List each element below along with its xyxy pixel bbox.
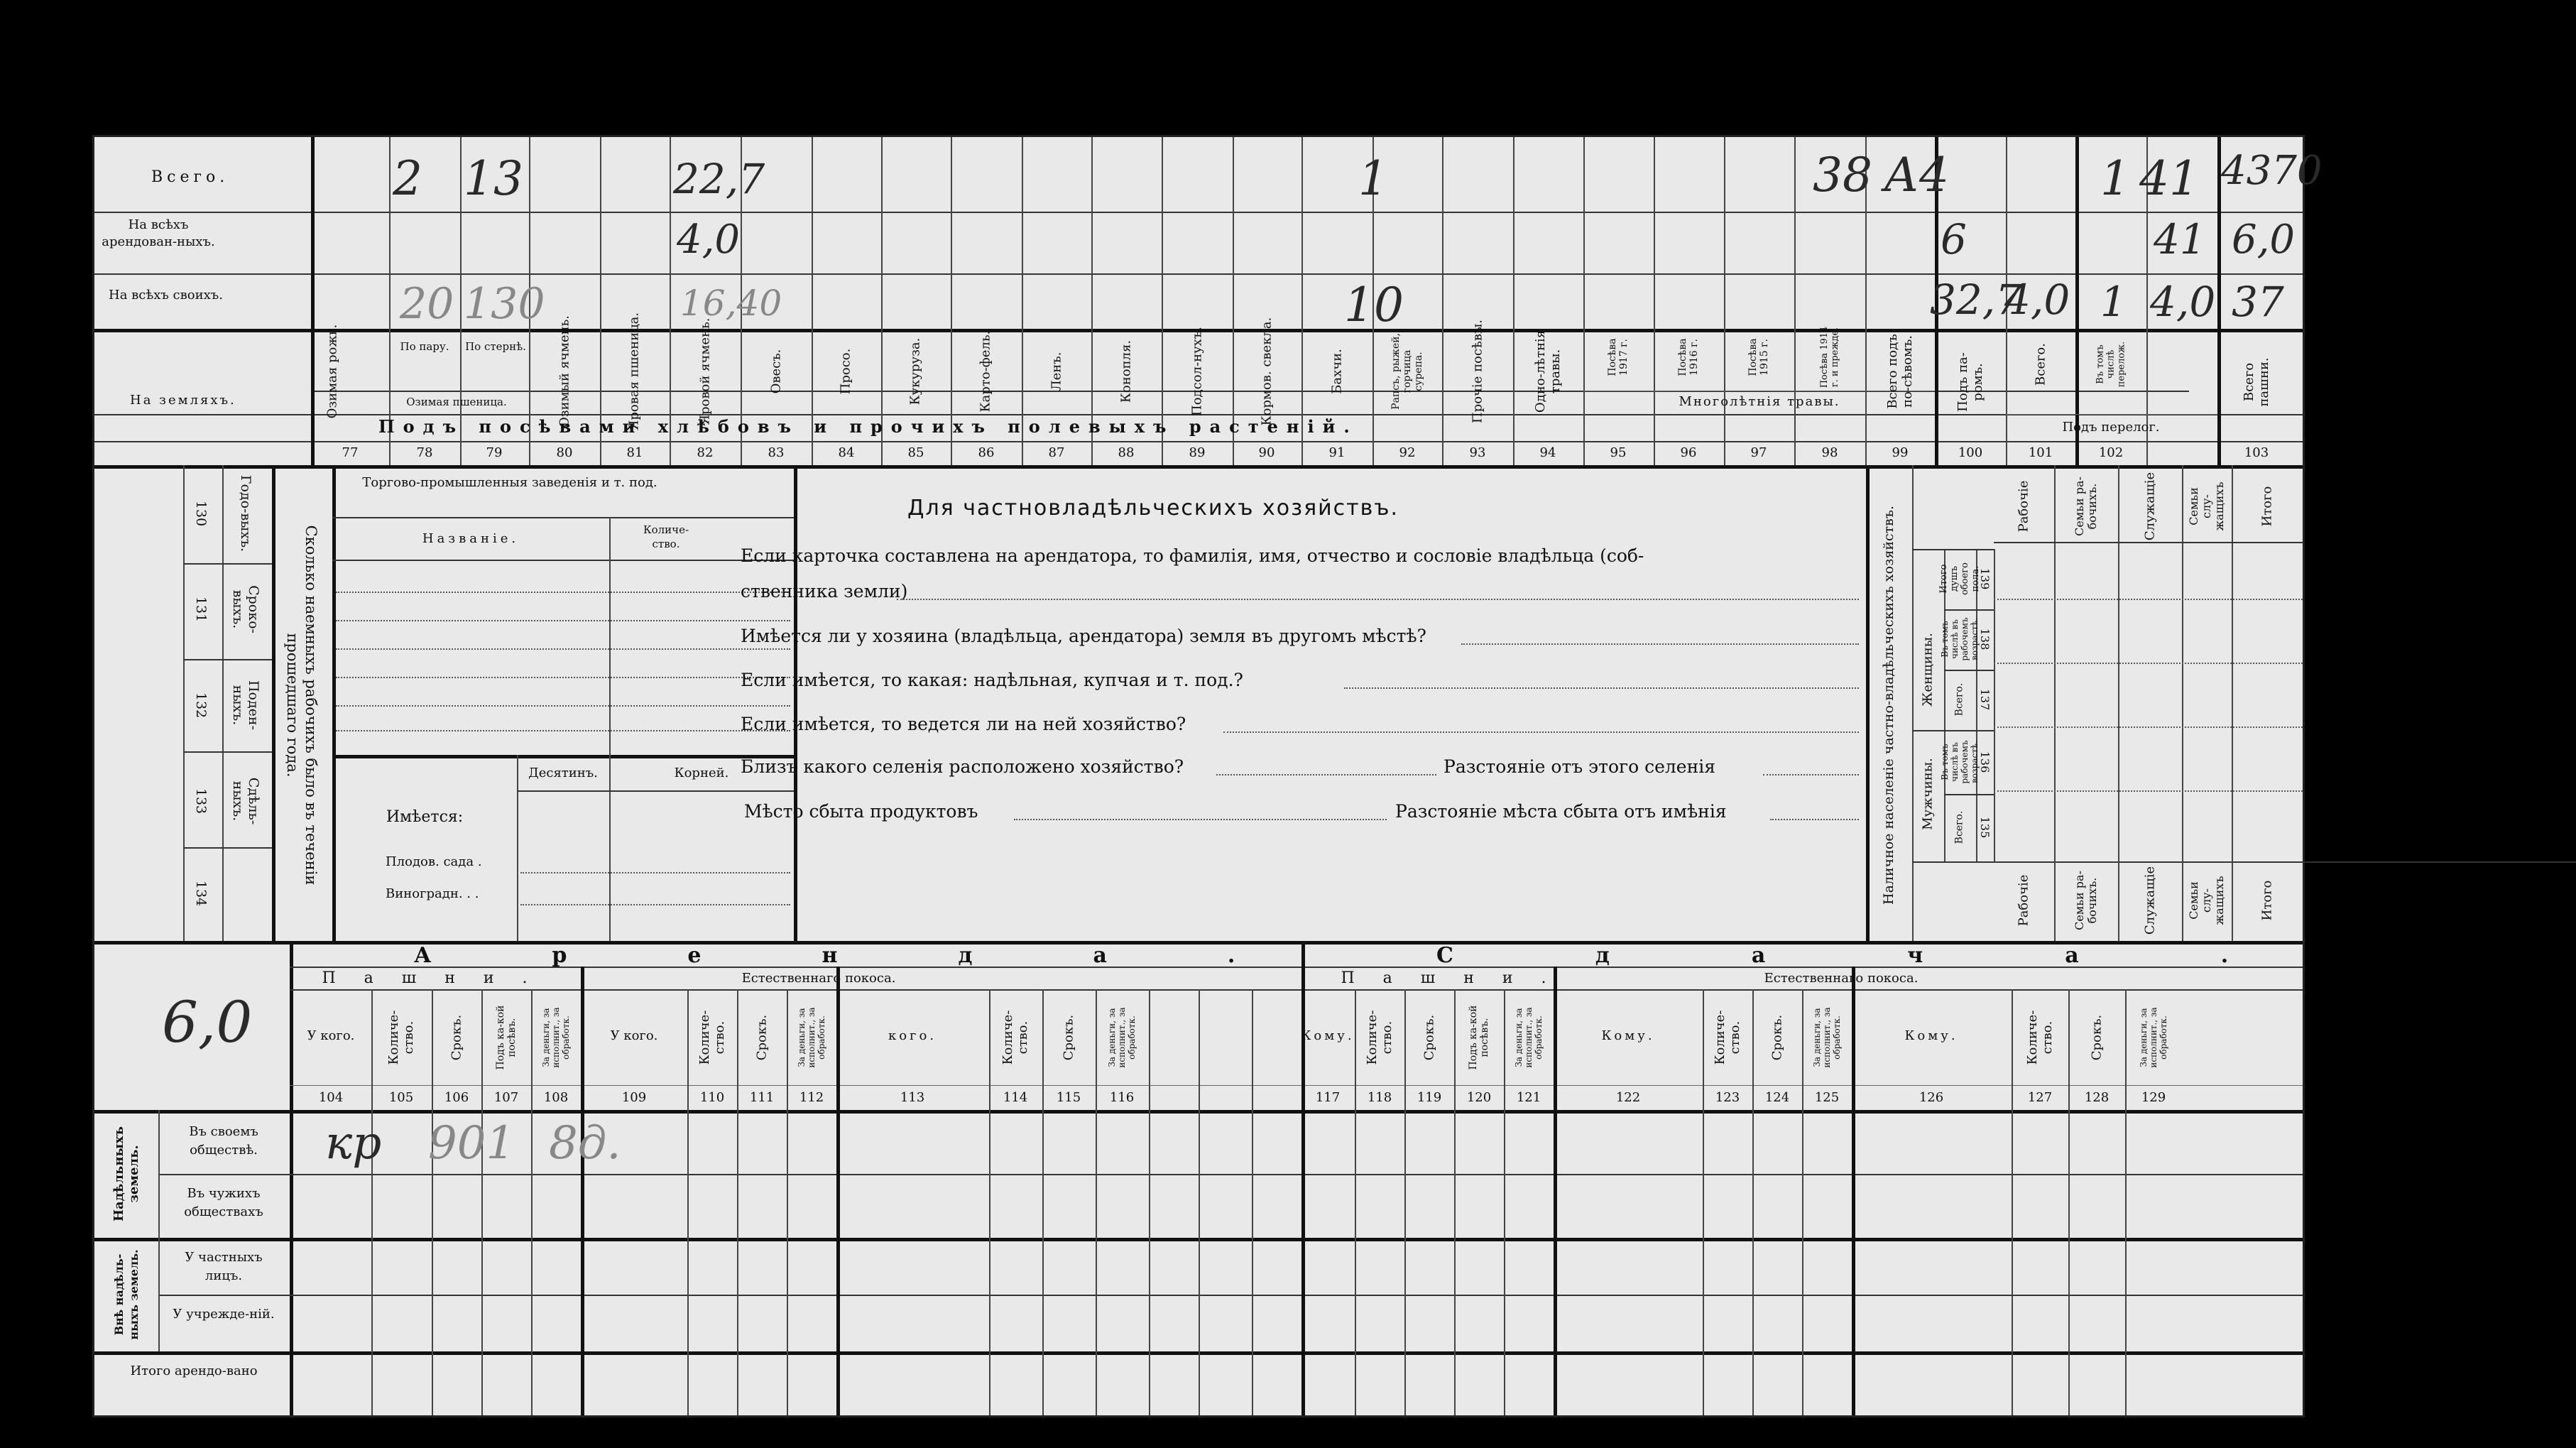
- vne-nadel-label: Внѣ надѣль-ныхъ земель.: [112, 1249, 141, 1340]
- crop-header: Овесъ.: [768, 349, 784, 394]
- col-number: 108: [543, 1090, 569, 1105]
- kolich-header: Количе-ство.: [2025, 1010, 2055, 1065]
- crop-header: Озимый ячмень.: [557, 315, 572, 428]
- col-number: 96: [1680, 445, 1697, 460]
- hw-nadel-8d: 8д.: [549, 1117, 621, 1170]
- crop-header: По стернѣ.: [465, 340, 526, 353]
- u-kogo-header: У кого.: [307, 1028, 355, 1043]
- col-number: 114: [1003, 1090, 1028, 1105]
- crop-header: По пару.: [400, 340, 449, 353]
- row-label-svoih: На всѣхъ своихъ.: [109, 288, 223, 303]
- pod-posev-banner: Подъ посѣвами хлѣбовъ и прочихъ полевыхъ растеній.: [378, 416, 1358, 437]
- census-card: [92, 135, 2371, 1417]
- col-number: 109: [621, 1090, 647, 1105]
- pop-right-col: Итого: [2259, 486, 2275, 527]
- row-uchrezh: У учрежде-ній.: [173, 1307, 275, 1322]
- hw-arend: 41: [2154, 215, 2206, 263]
- hw-vsego: 1: [2100, 151, 2130, 206]
- hw-svoih: 32,7: [1930, 276, 2022, 324]
- komu-header: Кому.: [1601, 1028, 1655, 1043]
- col-number: 79: [486, 445, 503, 460]
- private-q6b: Разстояніе мѣста сбыта отъ имѣнія: [1395, 801, 1727, 822]
- crop-header: Подсол-нухъ.: [1189, 327, 1205, 416]
- col-number: 120: [1466, 1090, 1492, 1105]
- ozim-pshen-header: Озимая пшеница.: [406, 396, 507, 408]
- arenda-estestv: Естественнаго покоса.: [741, 971, 896, 986]
- pop-num: 136: [1978, 751, 1992, 773]
- srok-header: Срокъ.: [449, 1014, 464, 1061]
- crop-header: Просо.: [838, 348, 853, 395]
- sdacha-pashni: Пашни.: [1341, 969, 1575, 987]
- col-number: 77: [342, 445, 359, 460]
- col-number: 115: [1056, 1090, 1081, 1105]
- kolich-header: Количе-ство.: [1365, 1010, 1395, 1065]
- col-number: 90: [1258, 445, 1275, 460]
- population-title: Наличное населеніе частно-владѣльческихъ хозяйствъ.: [1881, 506, 1896, 905]
- row-chuzhih: Въ чужихъ обществахъ: [184, 1186, 263, 1219]
- col-number: 106: [444, 1090, 469, 1105]
- col-number: 99: [1892, 445, 1909, 460]
- col-number: 123: [1715, 1090, 1740, 1105]
- crop-header: Бахчи.: [1329, 349, 1345, 394]
- col-number: 86: [978, 445, 995, 460]
- col-number: 128: [2084, 1090, 2110, 1105]
- crop-header: Рапсъ, рыжей, горчица сурепа.: [1390, 333, 1424, 410]
- hw-arend: 6: [1941, 215, 1967, 263]
- vsego-label: Всего.: [1953, 682, 1965, 717]
- hw-vsego: 1: [1358, 151, 1388, 206]
- col-number: 116: [1109, 1090, 1135, 1105]
- trade-title: Торгово-промышленныя заведенія и т. под.: [362, 475, 657, 490]
- col-number: 121: [1516, 1090, 1541, 1105]
- korney-header: Корней.: [674, 766, 729, 780]
- crop-header: Посѣва 1916 г.: [1677, 338, 1700, 376]
- itogo-dush-label: Итого душъ обоего пола.: [1938, 562, 1981, 595]
- private-title: Для частновладѣльческихъ хозяйствъ.: [907, 496, 1399, 521]
- col-number: 93: [1469, 445, 1486, 460]
- hw-vsego: 2: [393, 151, 422, 206]
- srok-header: Срокъ.: [1769, 1014, 1785, 1061]
- srok-header: Срокъ.: [1061, 1014, 1076, 1061]
- private-q2: Имѣется ли у хозяина (владѣльца, арендатора) земля въ другомъ мѣстѣ?: [741, 626, 1426, 646]
- col-number: 80: [556, 445, 573, 460]
- trade-name-header: Названіе.: [422, 531, 520, 546]
- kolich-header: Количе-ство.: [697, 1010, 727, 1065]
- col-number: 84: [838, 445, 855, 460]
- za-dengi-header: За деньги, за исполнит., за обработк.: [1514, 1007, 1544, 1068]
- col-number: 83: [768, 445, 785, 460]
- col-number: 122: [1615, 1090, 1641, 1105]
- crop-header: Всего подъ по-сѣвомъ.: [1885, 334, 1915, 409]
- pop-right-col: Служащіе: [2142, 472, 2158, 541]
- komu-header: Кому.: [1301, 1028, 1355, 1043]
- col-number: 111: [749, 1090, 775, 1105]
- col-number: 129: [2141, 1090, 2166, 1105]
- hw-vsego: 13: [464, 151, 523, 206]
- kolich-header: Количе-ство.: [1000, 1010, 1030, 1065]
- private-q4: Если имѣется, то ведется ли на ней хозяйство?: [741, 714, 1186, 734]
- row-label-vsego: Всего.: [151, 168, 229, 186]
- hw-vsego: 38: [1813, 148, 1872, 202]
- crop-header: Всего.: [2033, 343, 2048, 386]
- worker-col: Сроко-выхъ.: [230, 585, 261, 633]
- hw-svoih: 20: [400, 279, 454, 329]
- hw-vsego: 41: [2139, 151, 2199, 206]
- mnogolet-header: Многолѣтнія травы.: [1679, 394, 1840, 409]
- pop-right-col: Семьи ра-бочихъ.: [2073, 477, 2099, 536]
- private-q6: Мѣсто сбыта продуктовъ: [744, 801, 978, 822]
- u-kogo-header: У кого.: [610, 1028, 658, 1043]
- col-number: 125: [1814, 1090, 1840, 1105]
- private-q1b: ственника земли): [741, 581, 908, 601]
- pod-posev-header: Подъ ка-кой посѣвъ.: [495, 1005, 518, 1070]
- crop-header: Кукуруза.: [907, 337, 923, 405]
- col-number: 89: [1189, 445, 1206, 460]
- hw-svoih: 130: [464, 279, 545, 329]
- sdacha-estestv: Естественнаго покоса.: [1764, 971, 1919, 986]
- col-number: 95: [1610, 445, 1627, 460]
- kolich-header: Количе-ство.: [386, 1010, 416, 1065]
- hw-nadel-qty: 901: [428, 1117, 515, 1170]
- crop-header: Всего пашни.: [2242, 357, 2271, 407]
- row-label-land: На земляхъ.: [130, 393, 236, 408]
- srok-header: Срокъ.: [2089, 1014, 2105, 1061]
- col-number: 91: [1328, 445, 1346, 460]
- row-label-arend: На всѣхъ арендован-ныхъ.: [102, 217, 215, 249]
- za-dengi-header: За деньги, за исполнит., за обработк.: [797, 1007, 826, 1068]
- imeetsya-label: Имѣется:: [386, 808, 464, 826]
- srok-header: Срокъ.: [754, 1014, 770, 1061]
- pop-num: 139: [1978, 567, 1992, 590]
- col-number: 103: [2244, 445, 2269, 460]
- crop-header: Карто-фель.: [978, 330, 993, 413]
- pop-num: 135: [1978, 816, 1992, 839]
- hw-vsego: А4: [1884, 148, 1949, 202]
- crop-header: Озимая рожь.: [324, 324, 340, 419]
- crop-header: Посѣва 1917 г.: [1607, 338, 1630, 376]
- worker-col: Годо-выхъ.: [238, 474, 253, 552]
- col-number: 78: [416, 445, 433, 460]
- pod-pereloг-header: Подъ перелог.: [2062, 420, 2160, 435]
- pop-right-col: Семьи слу-жащихъ: [2187, 481, 2226, 531]
- hw-svoih: 10: [1344, 278, 1404, 332]
- col-number: 87: [1048, 445, 1065, 460]
- trade-qty-header: Количе-ство.: [643, 523, 689, 550]
- col-number: 88: [1118, 445, 1135, 460]
- col-number: 100: [1958, 445, 1983, 460]
- hw-svoih: 16,40: [680, 283, 782, 324]
- pop-right-col: Рабочіе: [2016, 480, 2031, 533]
- crop-header: Конопля.: [1118, 339, 1134, 403]
- hw-svoih: 4,0: [2004, 276, 2070, 324]
- pop-right-col: Служащіе: [2142, 866, 2158, 935]
- crop-header: Одно-лѣтнія травы.: [1533, 330, 1563, 413]
- za-dengi-header: За деньги, за исполнит., за обработк.: [2139, 1007, 2168, 1068]
- srok-header: Срокъ.: [1421, 1014, 1437, 1061]
- hw-vsego: 4370: [2221, 148, 2323, 194]
- men-label: Мужчины.: [1920, 758, 1936, 830]
- komu-header: Кому.: [1904, 1028, 1958, 1043]
- col-number: 118: [1367, 1090, 1392, 1105]
- col-number: 97: [1750, 445, 1767, 460]
- pop-right-col: Семьи слу-жащихъ: [2187, 876, 2226, 925]
- col-number: 112: [799, 1090, 824, 1105]
- vinograd-label: Виноградн. . .: [386, 886, 479, 901]
- col-number: 126: [1919, 1090, 1944, 1105]
- col-number: 82: [697, 445, 714, 460]
- desyatin-header: Десятинъ.: [528, 766, 598, 780]
- col-number: 117: [1315, 1090, 1341, 1105]
- hw-arenda-total: 6,0: [162, 989, 253, 1055]
- worker-num: 133: [193, 788, 209, 815]
- hw-svoih: 4,0: [2150, 278, 2216, 326]
- workers-title: Сколько наемныхъ рабочихъ было въ теченіи прошедшаго года.: [284, 525, 320, 886]
- private-q5: Близъ какого селенія расположено хозяйство?: [741, 756, 1184, 777]
- za-dengi-header: За деньги, за исполнит., за обработк.: [1107, 1007, 1137, 1068]
- pop-right-col: Семьи ра-бочихъ.: [2073, 871, 2099, 930]
- row-itogo-arend: Итого арендо-вано: [130, 1363, 258, 1378]
- za-dengi-header: За деньги, за исполнит., за обработк.: [541, 1007, 571, 1068]
- pod-posev-header: Подъ ка-кой посѣвъ.: [1468, 1005, 1490, 1070]
- col-number: 124: [1764, 1090, 1790, 1105]
- hw-nadel-kr: кр: [325, 1117, 382, 1170]
- worker-num: 131: [193, 596, 209, 623]
- col-number: 101: [2028, 445, 2053, 460]
- sdacha-banner: Сдача.: [1436, 943, 2371, 968]
- crop-header: Посѣва 1915 г.: [1747, 338, 1770, 376]
- arenda-banner: Аренда.: [414, 943, 1356, 968]
- col-number: 127: [2027, 1090, 2053, 1105]
- crop-header: Кормов. свекла.: [1259, 317, 1275, 426]
- kogo-header: кого.: [888, 1028, 937, 1043]
- vsego-label: Всего.: [1953, 810, 1965, 844]
- col-number: 85: [907, 445, 924, 460]
- crop-header: Яровая пшеница.: [626, 312, 642, 431]
- private-q3: Если имѣется, то какая: надѣльная, купчая и т. под.?: [741, 670, 1243, 690]
- row-svoem: Въ своемъ обществѣ.: [189, 1124, 258, 1158]
- col-number: 92: [1399, 445, 1416, 460]
- crop-header: Подъ па-ромъ.: [1955, 352, 1985, 412]
- col-number: 81: [626, 445, 643, 460]
- worker-num: 130: [193, 500, 209, 527]
- plodov-label: Плодов. сада .: [386, 854, 482, 869]
- pop-right-col: Рабочіе: [2016, 874, 2031, 927]
- private-q1: Если карточка составлена на арендатора, то фамилія, имя, отчество и сословіе владѣльца (соб-: [741, 545, 1644, 566]
- women-label: Женщины.: [1920, 633, 1936, 707]
- col-number: 119: [1417, 1090, 1442, 1105]
- worker-num: 134: [193, 880, 209, 907]
- crop-header: Яровой ячмень.: [697, 317, 713, 425]
- worker-num: 132: [193, 692, 209, 719]
- crop-header: Ленъ.: [1049, 352, 1064, 391]
- col-number: 110: [699, 1090, 725, 1105]
- col-number: 104: [318, 1090, 344, 1105]
- arenda-pashni: Пашни.: [322, 969, 556, 987]
- hw-arend: 6,0: [2232, 217, 2296, 263]
- private-q5b: Разстояніе отъ этого селенія: [1443, 756, 1716, 777]
- col-number: 94: [1539, 445, 1556, 460]
- col-number: 105: [388, 1090, 414, 1105]
- za-dengi-header: За деньги, за исполнит., за обработк.: [1812, 1007, 1842, 1068]
- col-number: 107: [493, 1090, 519, 1105]
- pop-num: 137: [1978, 688, 1992, 711]
- col-number: 102: [2098, 445, 2124, 460]
- col-number: 98: [1821, 445, 1838, 460]
- nadel-label: Надѣльныхъ земель.: [111, 1126, 141, 1221]
- crop-header: Въ томъ числѣ перелож.: [2095, 341, 2127, 388]
- row-chastnyh: У частныхъ лицъ.: [185, 1250, 263, 1283]
- pop-right-col: Итого: [2259, 880, 2275, 921]
- hw-svoih: 1: [2100, 278, 2127, 326]
- worker-col: Сдѣль-ныхъ.: [230, 777, 261, 825]
- pop-num: 138: [1978, 628, 1992, 650]
- hw-svoih: 37: [2232, 278, 2284, 326]
- worker-col: Поден-ныхъ.: [230, 680, 261, 731]
- crop-header: Посѣва 1914 г. и прежде.: [1819, 326, 1840, 388]
- kolich-header: Количе-ство.: [1713, 1010, 1742, 1065]
- hw-arend: 4,0: [677, 217, 741, 263]
- hw-vsego: 22,7: [673, 155, 765, 203]
- v-tom-label: Въ томъ числѣ въ рабочемъ возрастѣ.: [1940, 740, 1980, 784]
- col-number: 113: [900, 1090, 925, 1105]
- crop-header: Прочіе посѣвы.: [1470, 319, 1485, 424]
- v-tom-label: Въ томъ числѣ въ рабочемъ возрастѣ.: [1940, 617, 1980, 661]
